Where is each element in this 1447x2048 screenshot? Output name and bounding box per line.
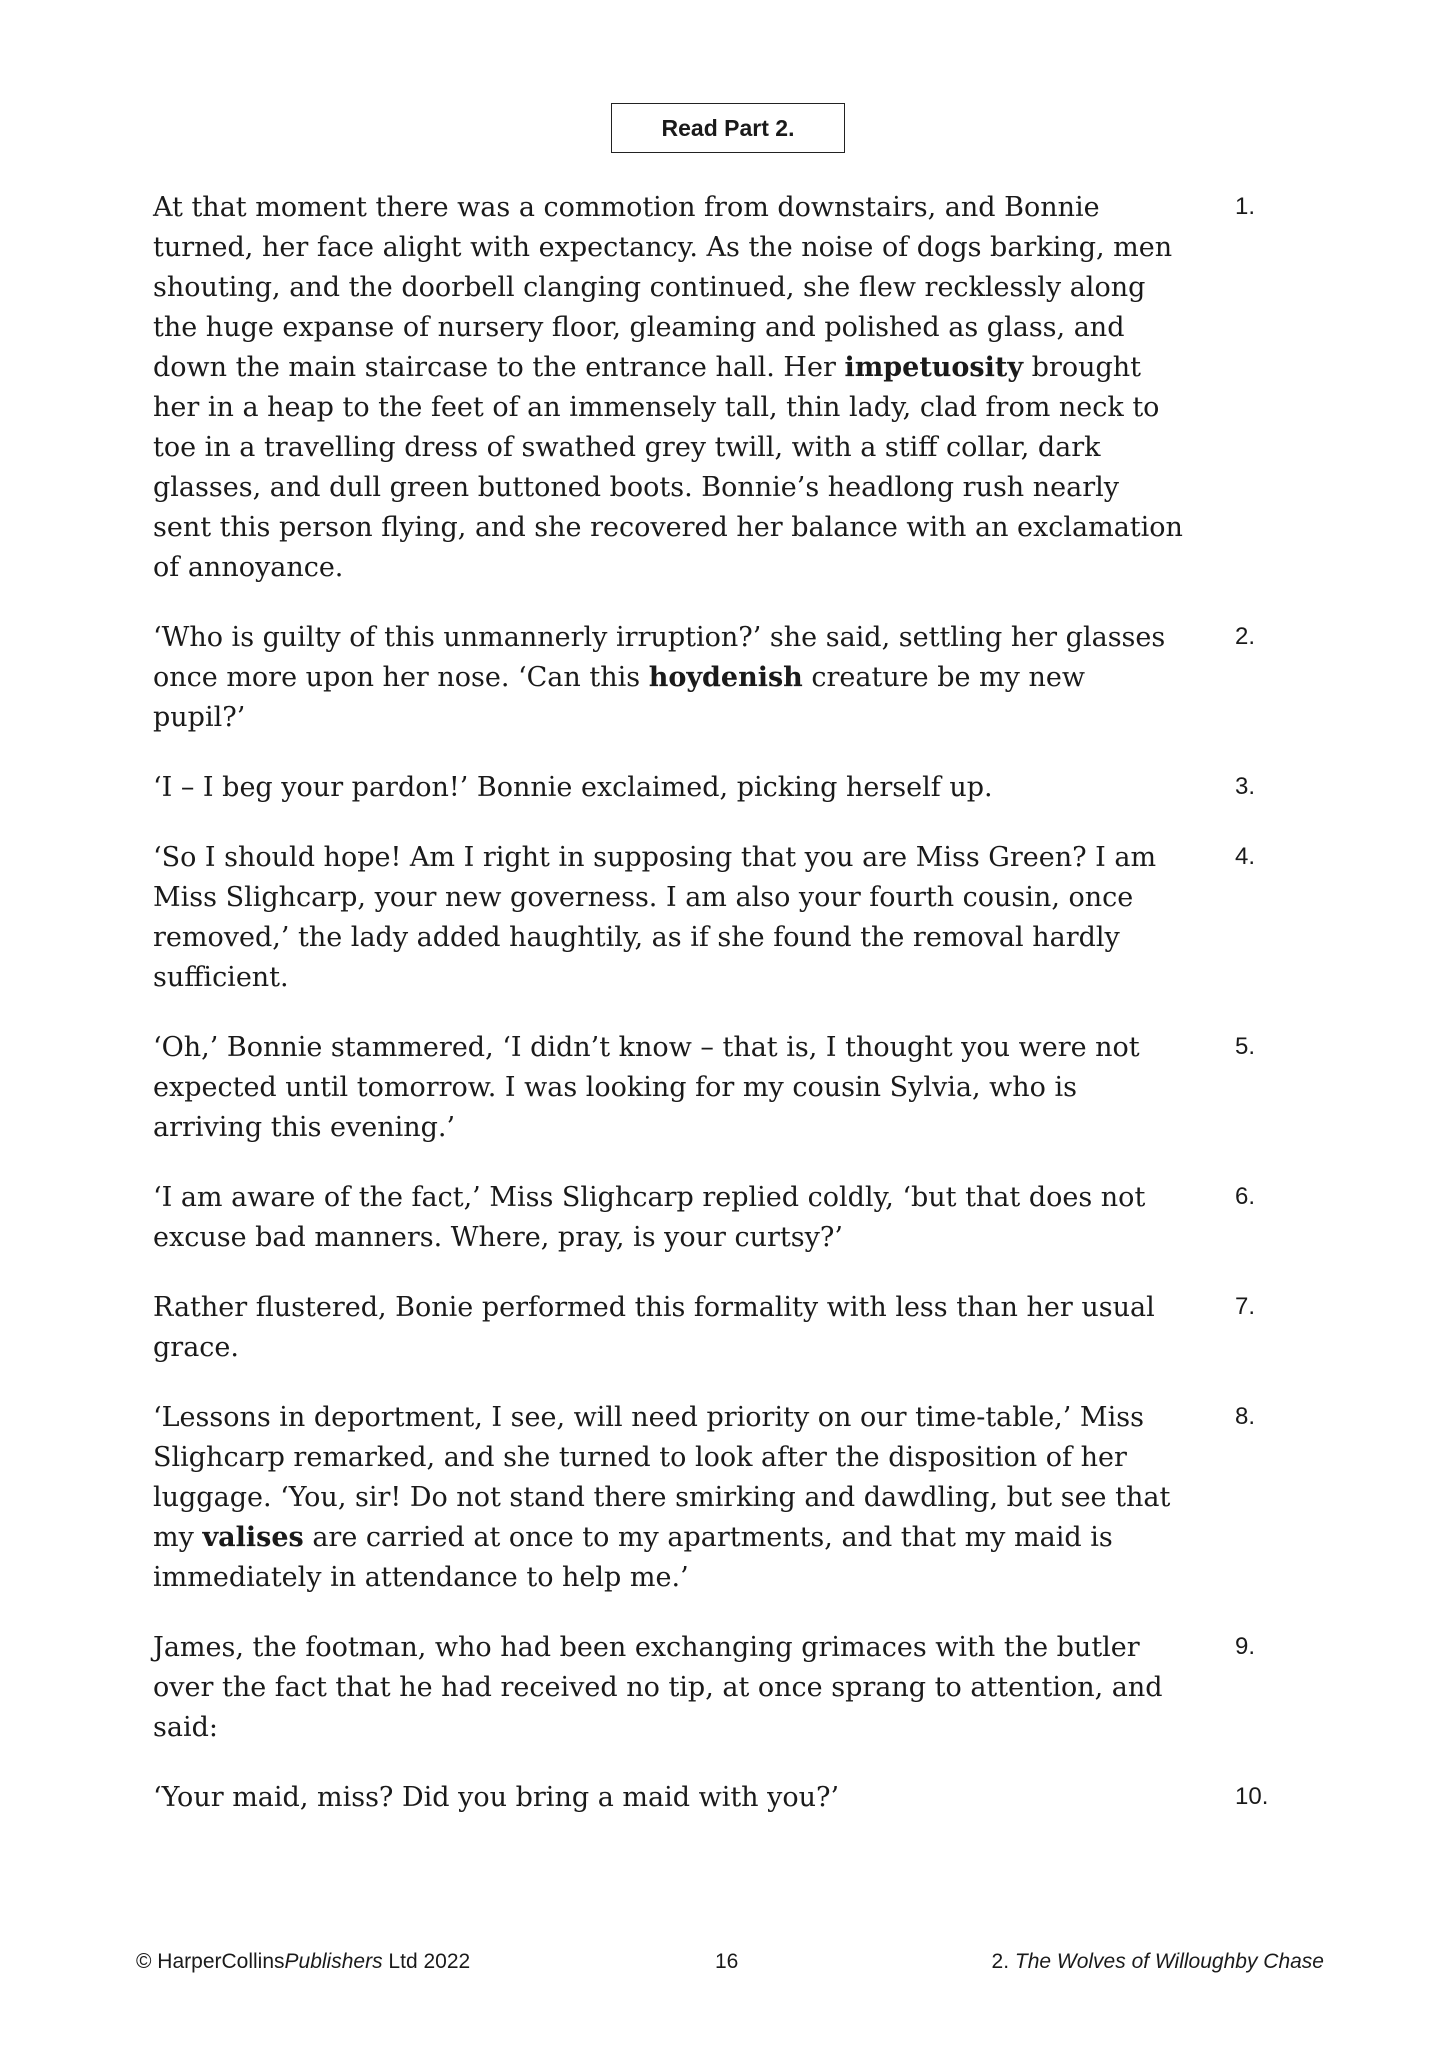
copyright-prefix: © HarperCollins: [136, 1950, 285, 1973]
page-number: 16: [715, 1950, 739, 1973]
paragraph-number: 8.: [1235, 1403, 1256, 1430]
paragraph-text: [153, 768, 1183, 808]
text-run: creature be my new pupil?’: [153, 662, 1085, 733]
paragraph-number: 1.: [1235, 193, 1256, 220]
glossary-word: impetuosity: [844, 352, 1024, 383]
paragraph-number: 9.: [1235, 1633, 1256, 1660]
copyright-suffix: Ltd 2022: [382, 1950, 471, 1973]
paragraph-number: 2.: [1235, 623, 1256, 650]
chapter-title: [992, 1950, 1324, 1974]
text-run: Rather flustered, Bonie performed this formality with less than her usual grace.: [153, 1292, 1155, 1363]
paragraph-text: [153, 1778, 1183, 1818]
copyright-italic: Publishers: [284, 1950, 383, 1973]
text-run: ‘I – I beg your pardon!’ Bonnie exclaimed, picking herself up.: [153, 772, 993, 803]
text-run: ‘Who is guilty of this unmannerly irruption?’ she said, settling her glasses once more upon her nose. ‘Can this: [153, 622, 1166, 693]
glossary-word: valises: [202, 1522, 304, 1553]
text-run: ‘Your maid, miss? Did you bring a maid with you?’: [153, 1782, 840, 1813]
chapter-name: The Wolves of Willoughby Chase: [1014, 1950, 1324, 1973]
text-run: brought her in a heap to the feet of an immensely tall, thin lady, clad from neck to toe in a travelling dress of swathed grey twill, with a stiff collar, dark glasses, and dull green buttoned boots. Bonnie’s headlong rush nearly sent this person flying, and she recovered her balance with an exclamation of annoyance.: [153, 352, 1183, 583]
paragraph-text: [153, 1628, 1183, 1748]
copyright-notice: [136, 1950, 470, 1974]
chapter-prefix: 2.: [991, 1950, 1015, 1973]
paragraph-text: [153, 618, 1183, 738]
paragraph-number: 6.: [1235, 1183, 1256, 1210]
text-run: ‘Oh,’ Bonnie stammered, ‘I didn’t know – that is, I thought you were not expected until tomorrow. I was looking for my cousin Sylvia, who is arriving this evening.’: [153, 1032, 1140, 1143]
paragraph-text: [153, 1178, 1183, 1258]
text-run: ‘Lessons in deportment, I see, will need priority on our time-table,’ Miss Slighcarp remarked, and she turned to look after the disposition of her luggage. ‘You, sir! Do not stand there smirking and dawdling, but see that my: [153, 1402, 1171, 1553]
text-run: are carried at once to my apartments, and that my maid is immediately in attendance to help me.’: [153, 1522, 1113, 1593]
paragraph-number: 3.: [1235, 773, 1256, 800]
paragraph-text: [153, 1028, 1183, 1148]
paragraph-number: 4.: [1235, 843, 1256, 870]
paragraph-text: [153, 188, 1183, 588]
text-run: ‘I am aware of the fact,’ Miss Slighcarp replied coldly, ‘but that does not excuse bad manners. Where, pray, is your curtsy?’: [153, 1182, 1146, 1253]
read-part-label: Read Part 2.: [611, 103, 845, 153]
paragraph-text: [153, 1398, 1183, 1598]
paragraph-number: 5.: [1235, 1033, 1256, 1060]
text-run: James, the footman, who had been exchanging grimaces with the butler over the fact that he had received no tip, at once sprang to attention, and said:: [153, 1632, 1163, 1743]
paragraph-number: 7.: [1235, 1293, 1256, 1320]
paragraph-number: 10.: [1235, 1783, 1269, 1810]
text-run: At that moment there was a commotion from downstairs, and Bonnie turned, her face alight with expectancy. As the noise of dogs barking, men shouting, and the doorbell clanging continued, she flew recklessly along the huge expanse of nursery floor, gleaming and polished as glass, and down the main staircase to the entrance hall. Her: [153, 192, 1173, 383]
paragraph-text: [153, 1288, 1183, 1368]
text-run: ‘So I should hope! Am I right in supposing that you are Miss Green? I am Miss Slighcarp, your new governess. I am also your fourth cousin, once removed,’ the lady added haughtily, as if she found the removal hardly sufficient.: [153, 842, 1157, 993]
paragraph-text: [153, 838, 1183, 998]
glossary-word: hoydenish: [648, 662, 803, 693]
